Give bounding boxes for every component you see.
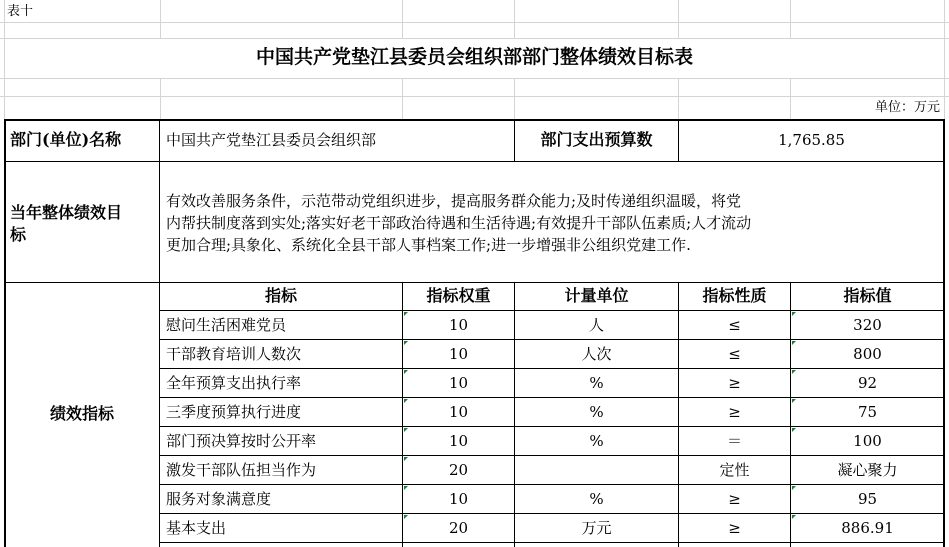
- table-border: [159, 339, 945, 340]
- budget-value: 1,765.85: [778, 131, 845, 149]
- header-value: 指标值: [843, 286, 892, 305]
- grid-line: [160, 0, 161, 38]
- table-border: [4, 119, 6, 547]
- indicator-nature: ≤: [728, 345, 741, 363]
- indicator-weight: 10: [448, 432, 469, 450]
- indicator-nature: ＝: [726, 432, 742, 450]
- table-border: [159, 397, 945, 398]
- table-border: [159, 484, 945, 485]
- indicator-weight: 20: [448, 519, 469, 537]
- indicator-name: 基本支出: [166, 519, 227, 537]
- indicator-unit: %: [589, 403, 604, 421]
- grid-line: [514, 78, 515, 120]
- indicator-unit: %: [589, 374, 604, 392]
- grid-line: [0, 78, 949, 79]
- indicator-nature: 定性: [719, 461, 750, 479]
- indicator-weight: 10: [448, 316, 469, 334]
- table-border: [4, 161, 945, 162]
- goal-label-line1: 当年整体绩效目: [10, 203, 123, 222]
- indicator-value: 凝心聚力: [837, 461, 898, 479]
- indicator-unit: 万元: [581, 519, 612, 537]
- indicator-nature: ≥: [728, 519, 741, 537]
- table-border: [4, 119, 945, 121]
- indicator-name: 慰问生活困难党员: [166, 316, 287, 334]
- indicator-unit: %: [589, 432, 604, 450]
- corner-label: 表十: [7, 4, 34, 19]
- indicator-name: 激发干部队伍担当作为: [166, 461, 317, 479]
- grid-line: [402, 78, 403, 120]
- goal-text-line: 更加合理;具象化、系统化全县干部人事档案工作;进一步增强非公组织党建工作.: [166, 236, 691, 254]
- indicator-nature: ≥: [728, 490, 741, 508]
- grid-line: [514, 0, 515, 38]
- goal-text-line: 有效改善服务条件，示范带动党组织进步，提高服务群众能力;及时传递组织温暖，将党: [166, 192, 742, 210]
- header-nature: 指标性质: [702, 286, 767, 305]
- indicator-nature: ≥: [728, 374, 741, 392]
- indicator-weight: 10: [448, 374, 469, 392]
- goal-text-line: 内帮扶制度落到实处;落实好老干部政治待遇和生活待遇;有效提升干部队伍素质;人才流动: [166, 214, 752, 232]
- indicator-value: 800: [853, 345, 882, 363]
- table-border: [159, 542, 945, 543]
- dept-name: 中国共产党垫江县委员会组织部: [166, 131, 377, 149]
- indicator-name: 服务对象满意度: [166, 490, 272, 508]
- indicator-value: 75: [857, 403, 878, 421]
- indicator-unit: 人: [588, 316, 604, 334]
- unit-label: 单位：万元: [874, 100, 940, 115]
- indicator-value: 886.91: [841, 519, 894, 537]
- dept-label: 部门(单位)名称: [10, 130, 122, 149]
- table-border: [159, 310, 945, 311]
- table-border: [159, 513, 945, 514]
- indicator-weight: 10: [448, 403, 469, 421]
- indicator-unit: 人次: [581, 345, 612, 363]
- indicator-nature: ≥: [728, 403, 741, 421]
- grid-line: [402, 0, 403, 38]
- header-unit: 计量单位: [564, 286, 629, 305]
- goal-label-line2: 标: [10, 225, 27, 244]
- indicator-nature: ≤: [728, 316, 741, 334]
- budget-label: 部门支出预算数: [540, 130, 653, 149]
- indicator-weight: 10: [448, 345, 469, 363]
- grid-line: [678, 78, 679, 120]
- grid-line: [678, 0, 679, 38]
- indicator-name: 三季度预算执行进度: [166, 403, 302, 421]
- perf-label: 绩效指标: [49, 404, 114, 423]
- indicator-weight: 10: [448, 490, 469, 508]
- grid-line: [160, 78, 161, 120]
- indicator-unit: %: [589, 490, 604, 508]
- indicator-value: 92: [857, 374, 878, 392]
- indicator-value: 100: [853, 432, 882, 450]
- table-border: [4, 282, 945, 283]
- indicator-value: 320: [853, 316, 882, 334]
- table-border: [159, 426, 945, 427]
- indicator-name: 全年预算支出执行率: [166, 374, 302, 392]
- grid-line: [0, 96, 949, 97]
- header-indicator: 指标: [264, 286, 297, 305]
- grid-line: [790, 0, 791, 38]
- grid-line: [0, 22, 949, 23]
- table-border: [159, 119, 160, 547]
- indicator-name: 干部教育培训人数次: [166, 345, 302, 363]
- indicator-name: 部门预决算按时公开率: [166, 432, 317, 450]
- indicator-value: 95: [857, 490, 878, 508]
- table-border: [159, 368, 945, 369]
- indicator-weight: 20: [448, 461, 469, 479]
- table-border: [159, 455, 945, 456]
- header-weight: 指标权重: [426, 286, 491, 305]
- grid-line: [0, 38, 949, 39]
- page-title: 中国共产党垫江县委员会组织部部门整体绩效目标表: [255, 46, 693, 68]
